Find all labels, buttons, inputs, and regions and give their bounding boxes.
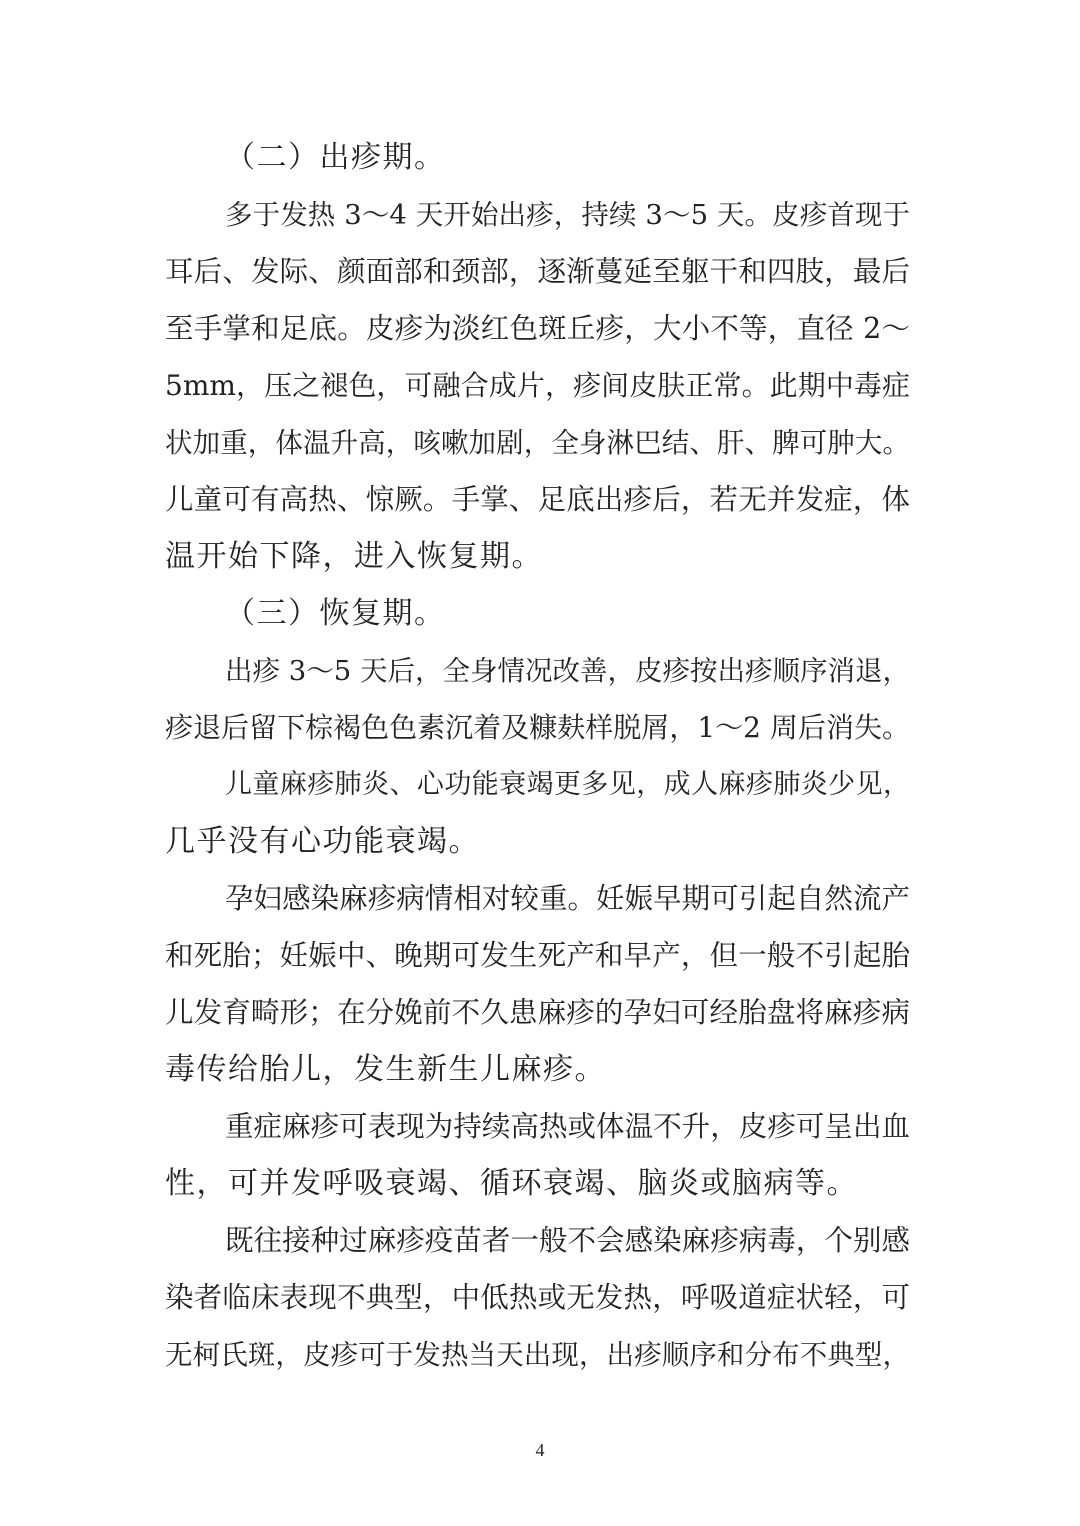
- paragraph-line: 出疹 3～5 天后，全身情况改善，皮疹按出疹顺序消退，: [225, 655, 910, 687]
- paragraph-line: 既往接种过麻疹疫苗者一般不会感染麻疹病毒，个别感: [225, 1224, 910, 1257]
- paragraph-line: 5mm，压之褪色，可融合成片，疹间皮肤正常。此期中毒症: [165, 369, 910, 402]
- paragraph-line: 无柯氏斑，皮疹可于发热当天出现，出疹顺序和分布不典型，: [165, 1339, 910, 1371]
- paragraph-line: 耳后、发际、颜面部和颈部，逐渐蔓延至躯干和四肢，最后: [165, 255, 910, 288]
- paragraph-line: 状加重，体温升高，咳嗽加剧，全身淋巴结、肝、脾可肿大。: [165, 427, 910, 459]
- paragraph-line: 疹退后留下棕褐色色素沉着及糠麸样脱屑，1～2 周后消失。: [165, 711, 910, 744]
- paragraph-line: 重症麻疹可表现为持续高热或体温不升，皮疹可呈出血: [225, 1110, 910, 1143]
- paragraph-line: 多于发热 3～4 天开始出疹，持续 3～5 天。皮疹首现于: [225, 199, 910, 231]
- paragraph-line: 性，可并发呼吸衰竭、循环衰竭、脑炎或脑病等。: [165, 1166, 858, 1201]
- section-heading-rash-stage: （二）出疹期。: [225, 140, 446, 175]
- paragraph-line: 温开始下降，进入恢复期。: [165, 539, 543, 574]
- paragraph-line: 孕妇感染麻疹病情相对较重。妊娠早期可引起自然流产: [225, 882, 910, 915]
- paragraph-line: 毒传给胎儿，发生新生儿麻疹。: [165, 1052, 606, 1087]
- page-number: 4: [535, 1440, 545, 1460]
- paragraph-line: 儿童可有高热、惊厥。手掌、足底出疹后，若无并发症，体: [165, 483, 910, 516]
- paragraph-line: 几乎没有心功能衰竭。: [165, 824, 480, 859]
- paragraph-line: 儿童麻疹肺炎、心功能衰竭更多见，成人麻疹肺炎少见，: [225, 769, 910, 800]
- paragraph-line: 至手掌和足底。皮疹为淡红色斑丘疹，大小不等，直径 2～: [165, 312, 910, 345]
- paragraph-line: 儿发育畸形；在分娩前不久患麻疹的孕妇可经胎盘将麻疹病: [165, 996, 910, 1029]
- paragraph-line: 和死胎；妊娠中、晚期可发生死产和早产，但一般不引起胎: [165, 939, 910, 972]
- section-heading-recovery-stage: （三）恢复期。: [225, 596, 446, 631]
- paragraph-line: 染者临床表现不典型，中低热或无发热，呼吸道症状轻，可: [165, 1281, 910, 1314]
